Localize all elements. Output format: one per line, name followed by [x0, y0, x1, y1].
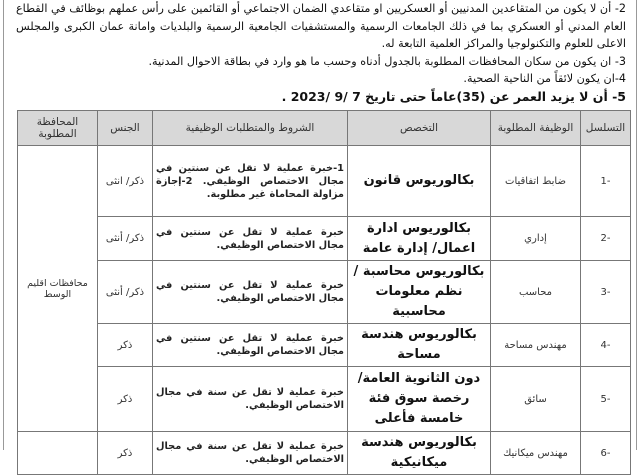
cell-requirements: خبرة عملية لا تقل عن سنة في مجال الاختصاص الوظيفي.	[153, 367, 348, 432]
cell-specialty: دون الثانوية العامة/ رخصة سوق فئة خامسة فأعلى	[348, 367, 491, 432]
cell-job: سائق	[491, 367, 581, 432]
condition-5: 5- أن لا يزيد العمر عن (35)عاماً حتى تاريخ 7 /9 /2023 .	[281, 88, 626, 104]
table-row	[18, 146, 631, 217]
table-row	[18, 261, 631, 324]
cell-specialty: بكالوريوس هندسة ميكانيكية	[348, 432, 491, 475]
cell-specialty: بكالوريوس ادارة اعمال/ إدارة عامة	[348, 217, 491, 261]
cell-job: مهندس ميكانيك	[491, 432, 581, 475]
cell-gender: ذكر/ أنثى	[98, 217, 153, 261]
cell-specialty: بكالوريوس محاسبة / نظم معلومات محاسبية	[348, 261, 491, 324]
cell-serial: -5	[581, 367, 631, 432]
condition-2: 2- أن لا يكون من المتقاعدين المدنيين أو العسكريين او متقاعدي الضمان الاجتماعي أو القائمين على رأس عملهم بوظائف في القطاع العام المدني أو العسكري بما في ذلك الجامعات الرسمية والمستشفيات الجامعية الرسمية والبلديات وامانة عمان الكبرى والمجلس الاعلى للعلوم والتكنولوجيا والمراكز العلمية التابعة له.	[16, 2, 626, 50]
cell-requirements: خبرة عملية لا تقل عن سنة في مجال الاختصاص الوظيفي.	[153, 432, 348, 475]
cell-serial: -1	[581, 146, 631, 217]
cell-job: محاسب	[491, 261, 581, 324]
cell-governorate: محافظات اقليم الوسط	[18, 146, 98, 432]
table-header-row	[18, 111, 631, 146]
header-job: الوظيفة المطلوبة	[491, 111, 581, 146]
cell-job: مهندس مساحة	[491, 324, 581, 367]
cell-specialty: بكالوريوس قانون	[348, 146, 491, 217]
cell-requirements: خبرة عملية لا تقل عن سنتين في مجال الاختصاص الوظيفي.	[153, 261, 348, 324]
cell-gender: ذكر/ أنثى	[98, 261, 153, 324]
cell-serial: -3	[581, 261, 631, 324]
cell-gender: ذكر/ انثى	[98, 146, 153, 217]
cell-gender: ذكر	[98, 432, 153, 475]
table-row	[18, 432, 631, 475]
header-governorate: المحافظة المطلوبة	[18, 111, 98, 146]
cell-serial: -6	[581, 432, 631, 475]
header-serial: التسلسل	[581, 111, 631, 146]
cell-specialty: بكالوريوس هندسة مساحة	[348, 324, 491, 367]
cell-requirements: خبرة عملية لا تقل عن سنتين في مجال الاختصاص الوظيفي.	[153, 324, 348, 367]
cell-gender: ذكر	[98, 324, 153, 367]
cell-job: إداري	[491, 217, 581, 261]
header-specialty: التخصص	[348, 111, 491, 146]
cell-serial: -2	[581, 217, 631, 261]
header-gender: الجنس	[98, 111, 153, 146]
jobs-table	[17, 110, 631, 475]
cell-gender: ذكر	[98, 367, 153, 432]
table-row	[18, 367, 631, 432]
table-row	[18, 217, 631, 261]
cell-job: ضابط اتفاقيات	[491, 146, 581, 217]
conditions-list	[16, 0, 626, 105]
cell-governorate-empty	[18, 432, 98, 475]
cell-requirements: خبرة عملية لا تقل عن سنتين في مجال الاختصاص الوظيفي.	[153, 217, 348, 261]
condition-4: 4-ان يكون لائقاً من الناحية الصحية.	[463, 72, 626, 85]
condition-3: 3- ان يكون من سكان المحافظات المطلوبة بالجدول أدناه وحسب ما هو وارد في بطاقة الاحوال المدنية.	[148, 54, 626, 68]
cell-serial: -4	[581, 324, 631, 367]
header-requirements: الشروط والمتطلبات الوظيفية	[153, 111, 348, 146]
table-row	[18, 324, 631, 367]
cell-requirements: 1-خبرة عملية لا تقل عن سنتين في مجال الاختصاص الوظيفي. 2-إجازة مزاولة المحاماة غير مطلوبة.	[153, 146, 348, 217]
